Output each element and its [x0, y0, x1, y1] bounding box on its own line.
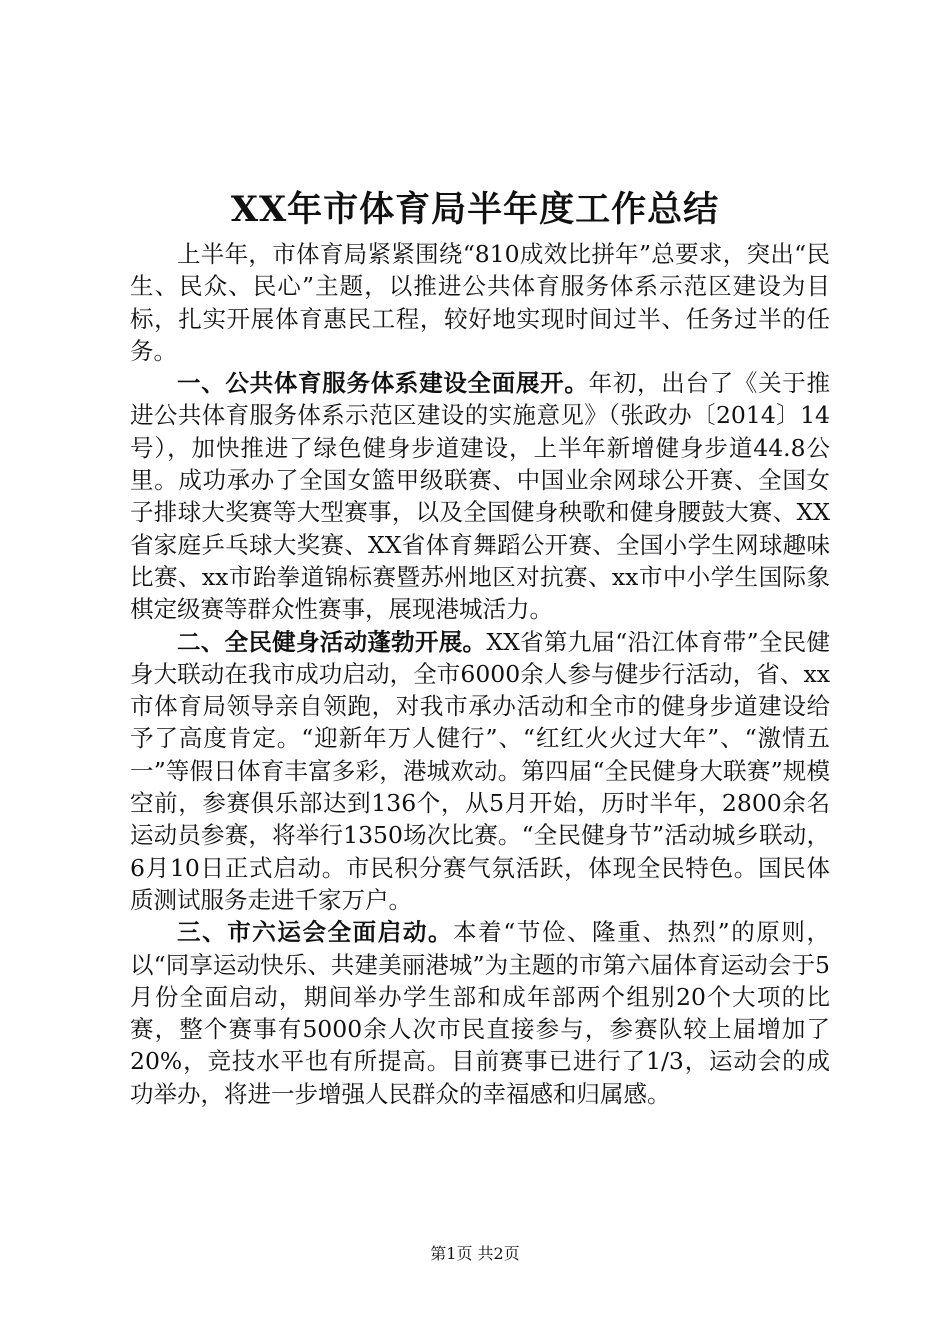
- document-title: XX年市体育局半年度工作总结: [230, 189, 720, 230]
- paragraph-intro: [130, 238, 830, 367]
- paragraph-text: 本着“节俭、隆重、热烈”的原则，以“同享运动快乐、共建美丽港城”为主题的市第六届体育运动会于5月份全面启动，期间举办学生部和成年部两个组别20个大项的比赛，整个赛事有5000余人次市民直接参与，参赛队较上届增加了20%，竞技水平也有所提高。目前赛事已进行了1/3，运动会的成功举办，将进一步增强人民群众的幸福感和归属感。: [130, 918, 830, 1108]
- paragraph-section-3: [130, 916, 830, 1110]
- paragraph-text: XX省第九届“沿江体育带”全民健身大联动在我市成功启动，全市6000余人参与健步行活动，省、xx市体育局领导亲自领跑，对我市承办活动和全市的健身步道建设给予了高度肯定。“迎新年万人健行”、“红红火火过大年”、“激情五一”等假日体育丰富多彩，港城欢动。第四届“全民健身大联赛”规模空前，参赛俱乐部达到136个，从5月开始，历时半年，2800余名运动员参赛，将举行1350场次比赛。“全民健身节”活动城乡联动，6月10日正式启动。市民积分赛气氛活跃，体现全民特色。国民体质测试服务走进千家万户。: [130, 627, 830, 914]
- paragraph-heading: 二、全民健身活动蓬勃开展。: [177, 627, 487, 656]
- paragraph-text: 年初，出台了《关于推进公共体育服务体系示范区建设的实施意见》（张政办〔2014〕14号），加快推进了绿色健身步道建设，上半年新增健身步道44.8公里。成功承办了全国女篮甲级联赛、中国业余网球公开赛、全国女子排球大奖赛等大型赛事，以及全国健身秧歌和健身腰鼓大赛、XX省家庭乒乓球大奖赛、XX省体育舞蹈公开赛、全国小学生网球趣味比赛、xx市跆拳道锦标赛暨苏州地区对抗赛、xx市中小学生国际象棋定级赛等群众性赛事，展现港城活力。: [130, 369, 831, 624]
- paragraph-section-2: [130, 626, 830, 917]
- paragraph-heading: 三、市六运会全面启动。: [177, 918, 454, 947]
- page-footer: 第1页 共2页: [430, 1244, 520, 1263]
- paragraph-text: 上半年，市体育局紧紧围绕“810成效比拼年”总要求，突出“民生、民众、民心”主题，以推进公共体育服务体系示范区建设为目标，扎实开展体育惠民工程，较好地实现时间过半、任务过半的任务。: [130, 240, 830, 365]
- document-body: [130, 238, 830, 1110]
- paragraph-heading: 一、公共体育服务体系建设全面展开。: [177, 369, 589, 398]
- paragraph-section-1: [130, 367, 830, 625]
